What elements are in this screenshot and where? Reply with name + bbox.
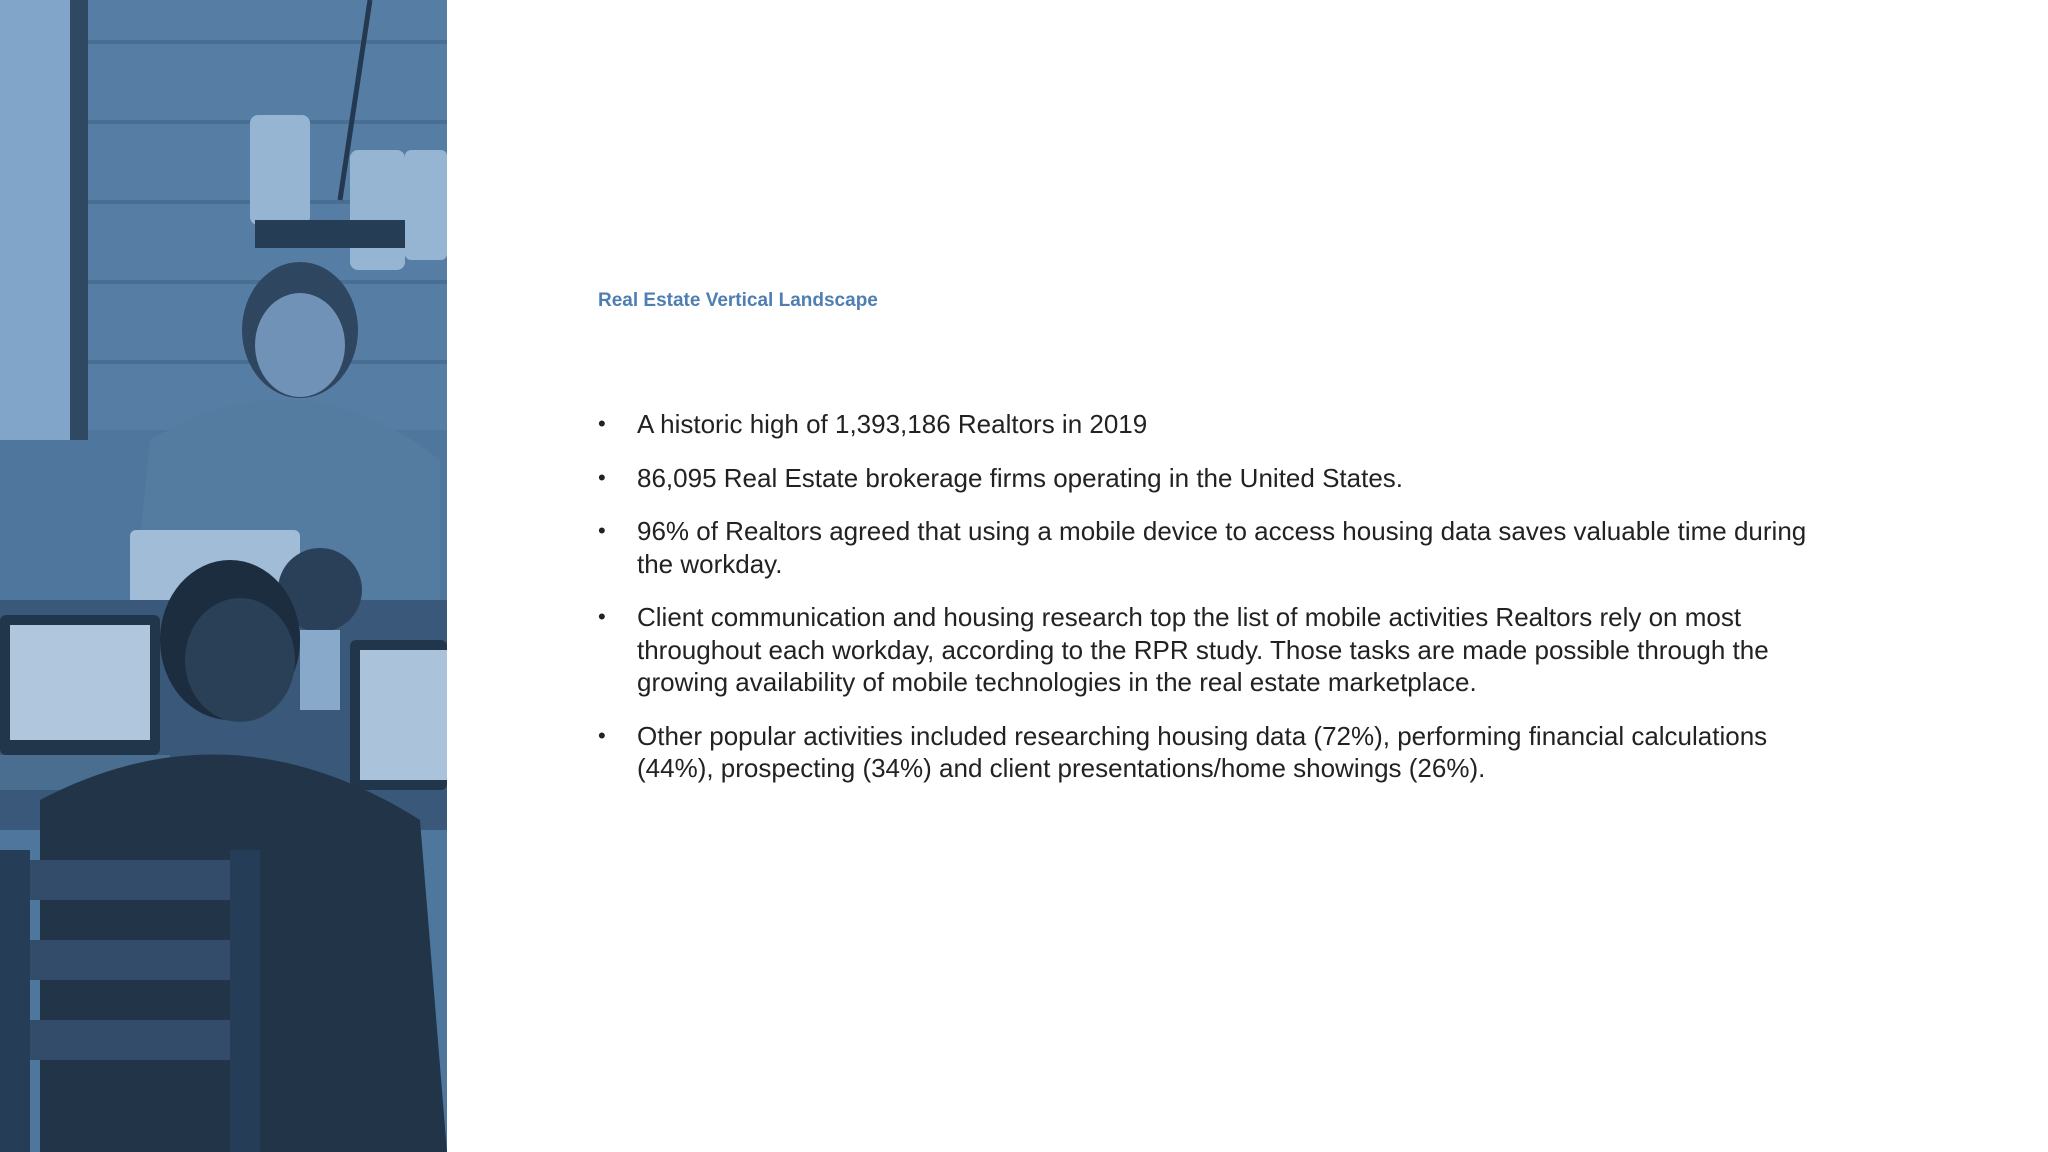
bullet-list (598, 408, 1838, 806)
slide-title: Real Estate Vertical Landscape (598, 290, 878, 311)
people-working-photo (0, 0, 447, 1152)
content-area (598, 0, 1838, 1152)
bullet-text: Client communication and housing research top the list of mobile activities Realtors rely on most throughout each workday, according to the RPR study. Those tasks are made possible through the growing availability of mobile technologies in the real estate marketplace. (637, 602, 1769, 697)
bullet-dot-icon: • (598, 604, 606, 629)
bullet-item (598, 601, 1838, 699)
bullet-dot-icon: • (598, 411, 606, 436)
bullet-text: Other popular activities included researching housing data (72%), performing financial calculations (44%), prospecting (34%) and client presentations/home showings (26%). (637, 720, 1768, 783)
bullet-item (598, 408, 1838, 441)
bullet-item (598, 515, 1838, 580)
bullet-text: 86,095 Real Estate brokerage firms operating in the United States. (637, 462, 1403, 493)
bullet-dot-icon: • (598, 464, 606, 490)
bullet-text: A historic high of 1,393,186 Realtors in 2019 (637, 409, 1148, 439)
bullet-text: 96% of Realtors agreed that using a mobile device to access housing data saves valuable time during the workday. (637, 516, 1807, 579)
bullet-item (598, 462, 1838, 495)
photo-panel (0, 0, 447, 1152)
bullet-dot-icon: • (598, 722, 606, 748)
bullet-dot-icon: • (598, 518, 606, 543)
bullet-item (598, 720, 1838, 785)
